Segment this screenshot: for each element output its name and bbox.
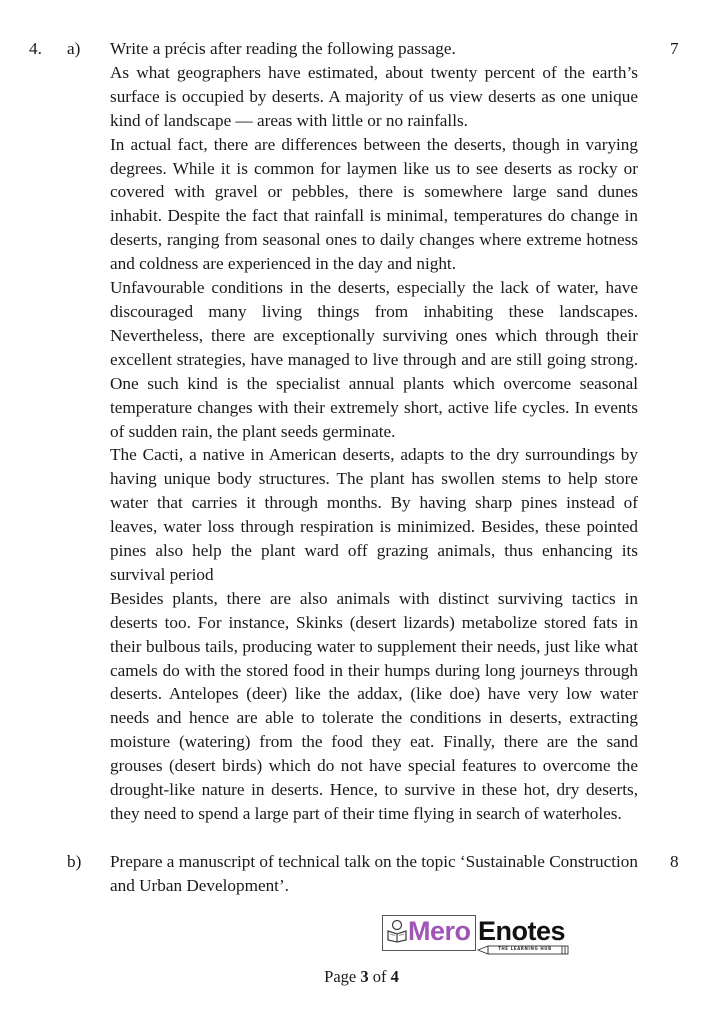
part-a-marks: 7 — [670, 39, 679, 58]
logo-text-mero: Mero — [408, 916, 471, 946]
passage-paragraph-3: Unfavourable conditions in the deserts, especially the lack of water, have discouraged many living things from inhabiting these landscapes. Nevertheless, there are exceptionally surviving ones which through their excellent strategies, have managed to live through and are still going strong. One such kind is the specialist annual plants which overcome seasonal temperature changes with their extremely short, active life cycles. In events of sudden rain, the plant seeds germinate. — [110, 278, 638, 441]
page-footer — [0, 965, 723, 989]
reading-person-icon — [386, 919, 408, 943]
part-a-label: a) — [67, 39, 81, 58]
part-b-instruction: Prepare a manuscript of technical talk on the topic ‘Sustainable Construction and Urban Development’. — [110, 852, 638, 895]
watermark-logo — [380, 912, 580, 956]
passage-paragraph-2: In actual fact, there are differences between the deserts, though in varying degrees. While it is common for laymen like us to see deserts as rocky or covered with gravel or pebbles, there is somewhere large sand dunes inhabit. Despite the fact that rainfall is minimal, temperatures do change in deserts, ranging from seasonal ones to daily changes where extreme hotness and coldness are experienced in the day and night. — [110, 134, 638, 274]
part-a-body — [110, 37, 638, 826]
part-a-instruction: Write a précis after reading the following passage. — [110, 39, 456, 58]
current-page-number: 3 — [360, 967, 369, 986]
passage-paragraph-1: As what geographers have estimated, about twenty percent of the earth’s surface is occupied by deserts. A majority of us view deserts as one unique kind of landscape — areas with little or no rainfalls. — [110, 62, 638, 130]
part-b-label: b) — [67, 852, 82, 871]
footer-middle: of — [368, 967, 391, 986]
footer-prefix: Page — [324, 967, 361, 986]
logo-tagline: THE LEARNING HUB — [498, 946, 552, 951]
question-number: 4. — [29, 39, 42, 58]
logo-text-enotes: Enotes — [478, 916, 566, 946]
passage-paragraph-5: Besides plants, there are also animals with distinct surviving tactics in deserts too. For instance, Skinks (desert lizards) metabolize stored fats in their bulbous tails, producing water to supplement their needs, just like what camels do with the stored food in their humps during long journeys through deserts. Antelopes (deer) like the addax, (like doe) have very low water needs and hence are able to tolerate the conditions in deserts, extracting moisture (watering) from the food they eat. Finally, there are the sand grouses (desert birds) which do not have special features to overcome the drought-like nature in deserts. Hence, to survive in these hot, dry deserts, they need to spend a large part of their time flying in search of waterholes. — [110, 588, 638, 823]
part-b-marks: 8 — [670, 852, 679, 871]
passage-paragraph-4: The Cacti, a native in American deserts, adapts to the dry surroundings by having unique body structures. The plant has swollen stems to help store water that carries it through months. By having sharp pines instead of leaves, water loss through respiration is minimized. Besides, these pointed pines also help the plant ward off grazing animals, thus enhancing its survival period — [110, 445, 638, 584]
total-page-count: 4 — [390, 967, 399, 986]
